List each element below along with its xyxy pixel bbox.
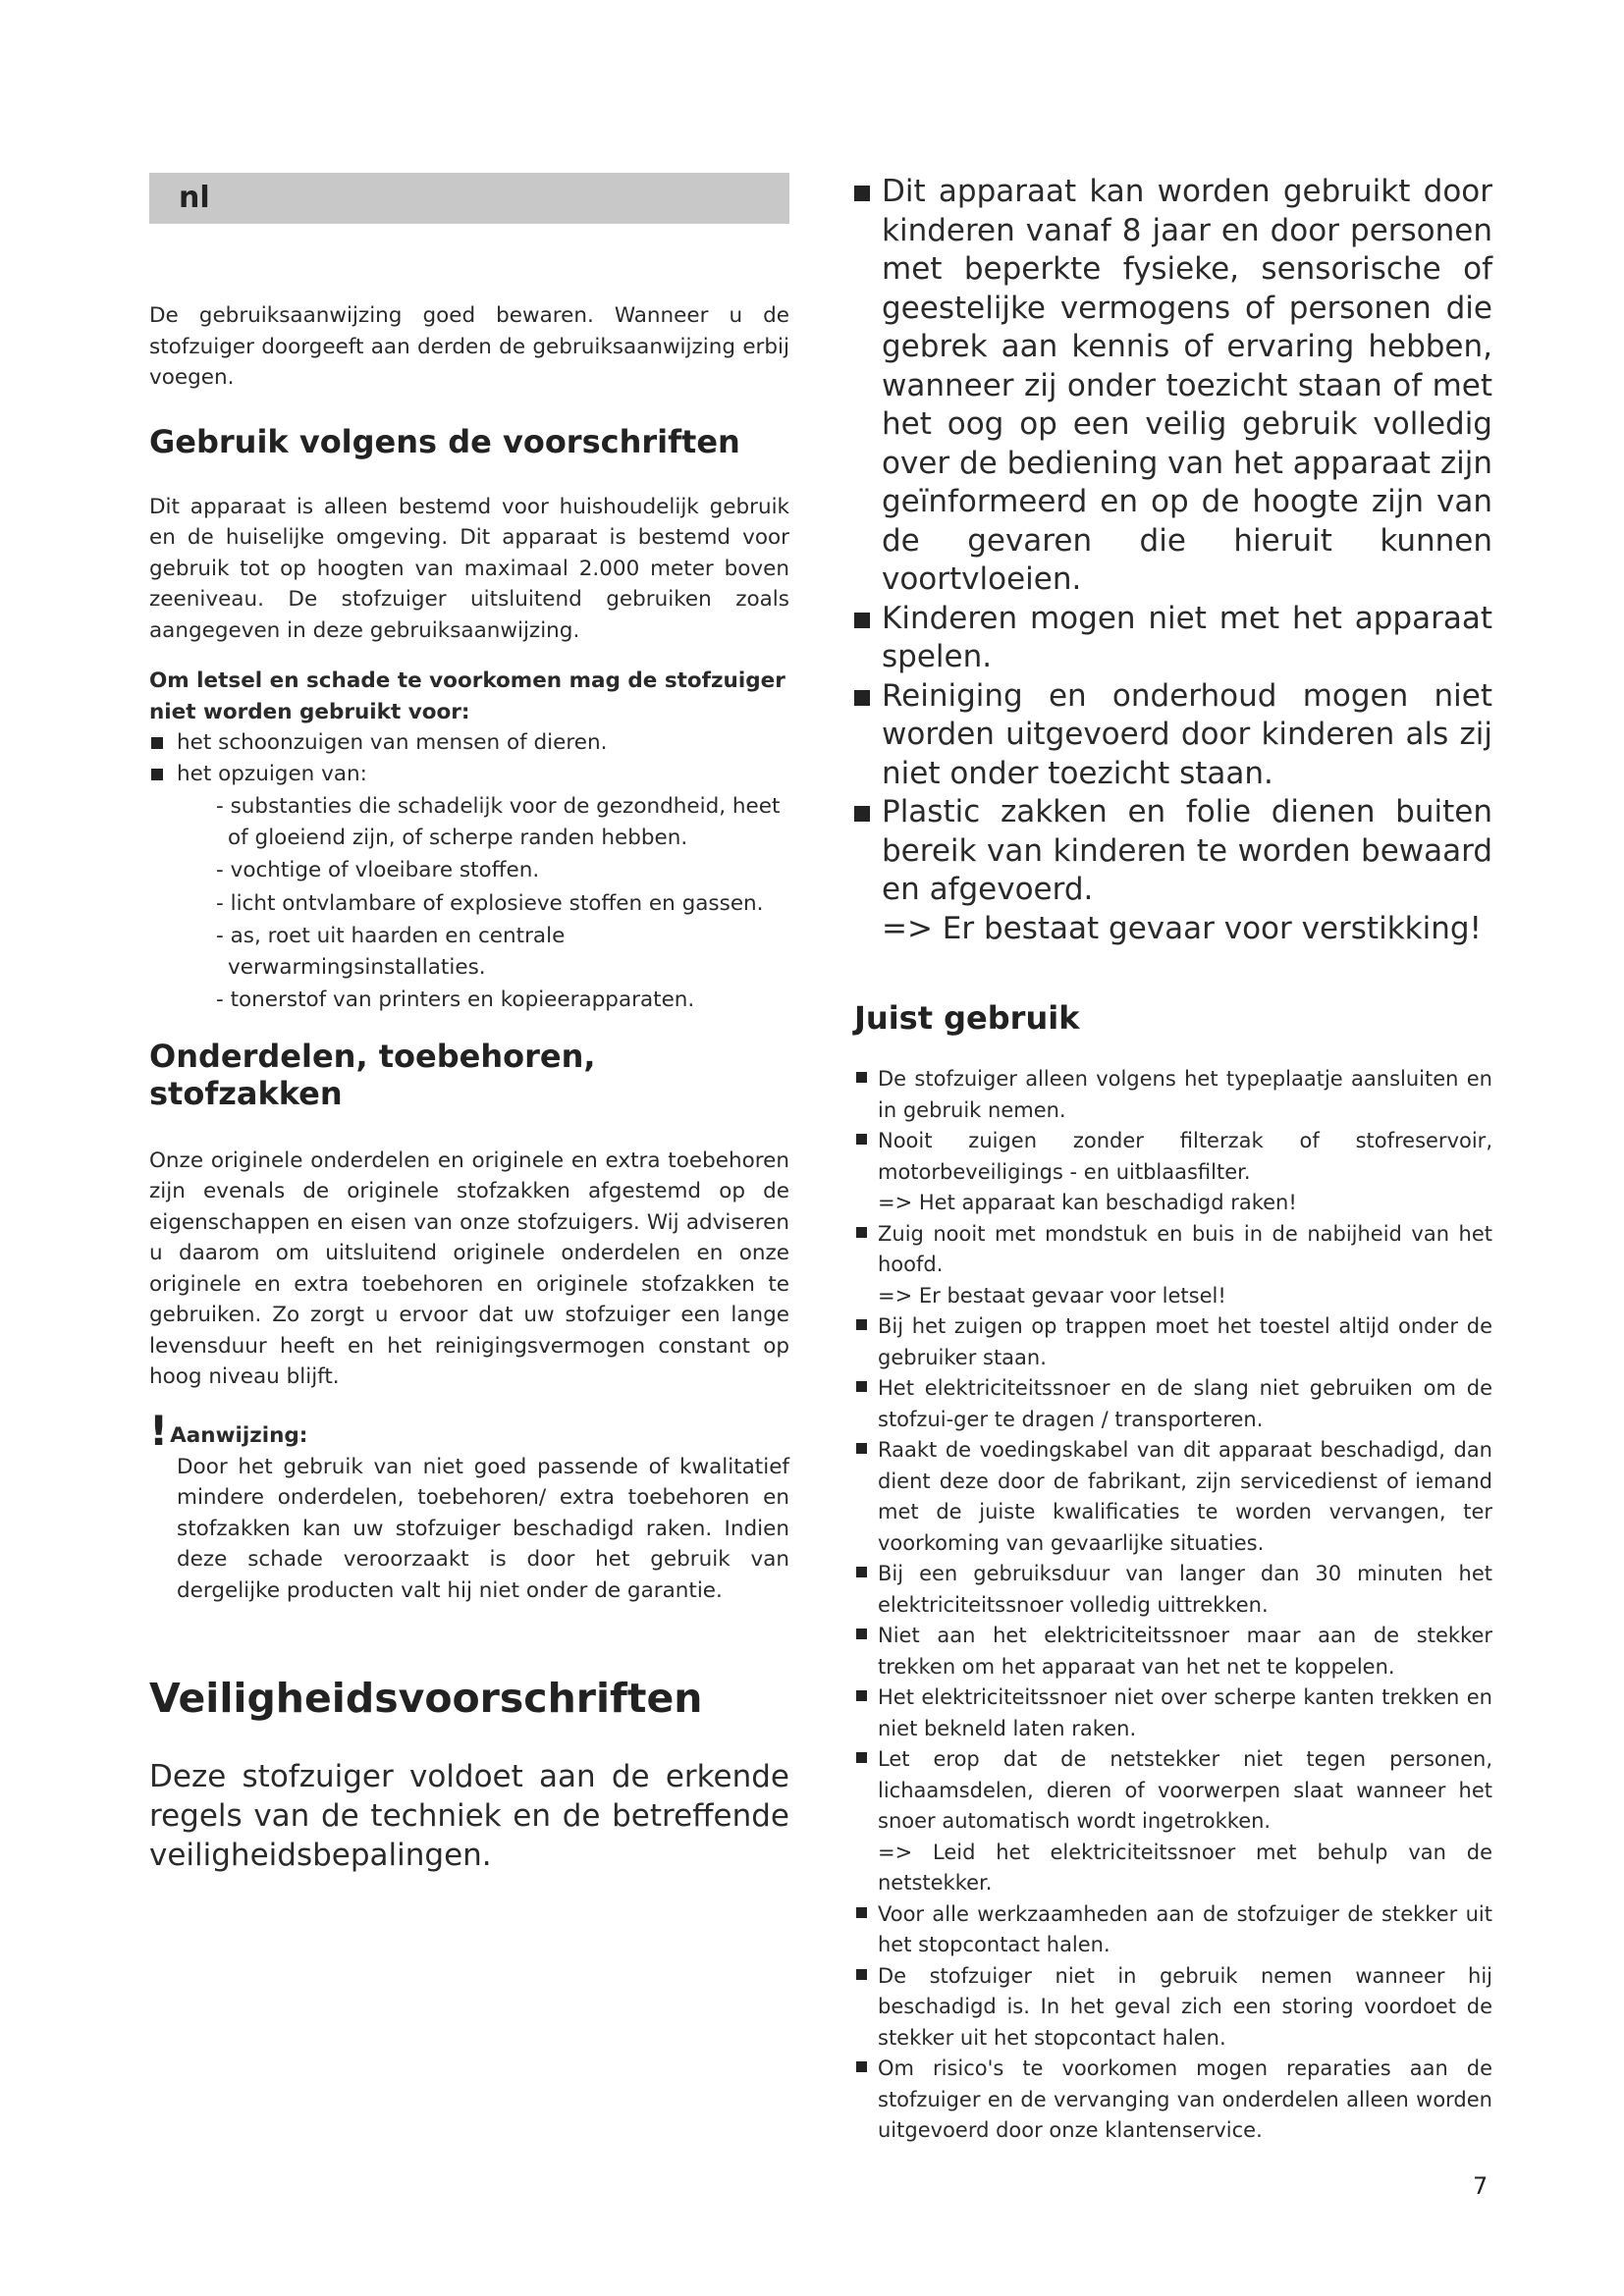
right-column xyxy=(854,173,1492,2147)
list-item: Dit apparaat kan worden gebruikt door kinderen vanaf 8 jaar en door personen met beperkte fysieke, sensorische of geestelijke vermogens of personen die gebrek aan kennis of ervaring hebben, wanneer zij onder toezicht staan of met het oog op een veilig gebruik volledig over de bediening van het apparaat zijn geïnformeerd en op de hoogte zijn van de gevaren die hieruit kunnen voortvloeien. xyxy=(854,173,1492,600)
warning-list xyxy=(149,727,789,1016)
note-label: Aanwijzing: xyxy=(170,1422,308,1448)
list-item: - tonerstof van printers en kopieerapparaten. xyxy=(216,988,695,1012)
page-number: 7 xyxy=(1473,2172,1489,2200)
item-warning: => Het apparaat kan beschadigd raken! xyxy=(878,1191,1297,1214)
list-item: De stofzuiger alleen volgens het typeplaatje aansluiten en in gebruik nemen. xyxy=(854,1064,1492,1126)
list-item: het opzuigen van: - substanties die schadelijk voor de gezondheid, heet of gloeiend zijn, of scherpe randen hebben. - vochtige of vloeibare stoffen. - licht ontvlambare of explosieve stoffen en gassen. - as, roet uit haarden en centrale verwarmingsinstallaties. - tonerstof van printers en kopieerapparaten. xyxy=(149,759,789,1016)
exclamation-icon: ! xyxy=(149,1406,169,1455)
item-warning: => Er bestaat gevaar voor letsel! xyxy=(878,1283,1226,1308)
item-note: => Leid het elektriciteitssnoer met behulp van de netstekker. xyxy=(878,1840,1492,1895)
note-text: Door het gebruik van niet goed passende of kwalitatief mindere onderdelen, toebehoren/ extra toebehoren en stofzakken kan uw stofzuiger beschadigd raken. Indien deze schade veroorzaakt is door het gebruik van dergelijke producten valt hij niet onder de garantie. xyxy=(177,1454,789,1603)
correct-use-list xyxy=(854,1064,1492,2147)
list-item: het schoonzuigen van mensen of dieren. xyxy=(149,727,789,759)
list-item: Bij een gebruiksduur van langer dan 30 minuten het elektriciteitssnoer volledig uittrekken. xyxy=(854,1559,1492,1621)
list-item: Voor alle werkzaamheden aan de stofzuiger de stekker uit het stopcontact halen. xyxy=(854,1899,1492,1961)
list-item: Let erop dat de netstekker niet tegen personen, lichaamsdelen, dieren of voorwerpen slaat wanneer het snoer automatisch wordt ingetrokken. => Leid het elektriciteitssnoer met behulp van de netstekker. xyxy=(854,1744,1492,1899)
list-item: Reiniging en onderhoud mogen niet worden uitgevoerd door kinderen als zij niet onder toezicht staan. xyxy=(854,677,1492,794)
list-item: Nooit zuigen zonder filterzak of stofreservoir, motorbeveiligings - en uitblaasfilter. => Het apparaat kan beschadigd raken! xyxy=(854,1126,1492,1219)
section-title-safety: Veiligheidsvoorschriften xyxy=(149,1675,703,1722)
section-title-parts: Onderdelen, toebehoren, stofzakken xyxy=(149,1037,596,1112)
list-item: - licht ontvlambare of explosieve stoffen en gassen. xyxy=(216,890,764,916)
list-item: - substanties die schadelijk voor de gezondheid, heet of gloeiend zijn, of scherpe randen hebben. xyxy=(216,794,781,850)
left-column xyxy=(149,173,789,1875)
list-item: Raakt de voedingskabel van dit apparaat beschadigd, dan dient deze door de fabrikant, zijn servicedienst of iemand met de juiste kwalificaties te worden vervangen, ter voorkoming van gevaarlijke situaties. xyxy=(854,1435,1492,1559)
suffocation-warning: => Er bestaat gevaar voor verstikking! xyxy=(882,910,1482,946)
sublist xyxy=(177,791,789,1016)
section-title-correct-use: Juist gebruik xyxy=(854,999,1080,1037)
note-heading xyxy=(149,1406,789,1455)
warning-heading: Om letsel en schade te voorkomen mag de stofzuiger niet worden gebruikt voor: xyxy=(149,668,785,724)
children-safety-list xyxy=(854,173,1492,910)
intended-use-text: Dit apparaat is alleen bestemd voor huishoudelijk gebruik en de huiselijke omgeving. Dit apparaat is bestemd voor gebruik tot op hoogten van maximaal 2.000 meter boven zeeniveau. De stofzuiger uitsluitend gebruiken zoals aangegeven in deze gebruiksaanwijzing. xyxy=(149,494,789,643)
list-item: Het elektriciteitssnoer en de slang niet gebruiken om de stofzui-ger te dragen / transporteren. xyxy=(854,1373,1492,1435)
list-item: Het elektriciteitssnoer niet over scherpe kanten trekken en niet bekneld laten raken. xyxy=(854,1682,1492,1744)
list-item: De stofzuiger niet in gebruik nemen wanneer hij beschadigd is. In het geval zich een storing voordoet de stekker uit het stopcontact halen. xyxy=(854,1961,1492,2055)
language-tag: nl xyxy=(149,173,789,224)
list-item: Plastic zakken en folie dienen buiten bereik van kinderen te worden bewaard en afgevoerd. xyxy=(854,793,1492,910)
safety-lead-text: Deze stofzuiger voldoet aan de erkende regels van de techniek en de betreffende veiligheidsbepalingen. xyxy=(149,1759,789,1873)
list-item: Niet aan het elektriciteitssnoer maar aan de stekker trekken om het apparaat van het net te koppelen. xyxy=(854,1621,1492,1682)
section-title-intended-use: Gebruik volgens de voorschriften xyxy=(149,422,740,460)
list-item: Zuig nooit met mondstuk en buis in de nabijheid van het hoofd. => Er bestaat gevaar voor letsel! xyxy=(854,1219,1492,1312)
list-item: - as, roet uit haarden en centrale verwarmingsinstallaties. xyxy=(216,924,566,980)
list-item: Bij het zuigen op trappen moet het toestel altijd onder de gebruiker staan. xyxy=(854,1311,1492,1373)
parts-text: Onze originele onderdelen en originele en extra toebehoren zijn evenals de originele stofzakken afgestemd op de eigenschappen en eisen van onze stofzuigers. Wij adviseren u daarom om uitsluitend originele onderdelen en onze originele en extra toebehoren en originele stofzakken te gebruiken. Zo zorgt u ervoor dat uw stofzuiger een lange levensduur heeft en het reinigingsvermogen constant op hoog niveau blijft. xyxy=(149,1148,789,1389)
list-item: Om risico's te voorkomen mogen reparaties aan de stofzuiger en de vervanging van onderdelen alleen worden uitgevoerd door onze klantenservice. xyxy=(854,2054,1492,2147)
list-item: Kinderen mogen niet met het apparaat spelen. xyxy=(854,600,1492,677)
intro-text: De gebruiksaanwijzing goed bewaren. Wanneer u de stofzuiger doorgeeft aan derden de gebruiksaanwijzing erbij voegen. xyxy=(149,303,789,390)
list-item: - vochtige of vloeibare stoffen. xyxy=(216,858,540,882)
